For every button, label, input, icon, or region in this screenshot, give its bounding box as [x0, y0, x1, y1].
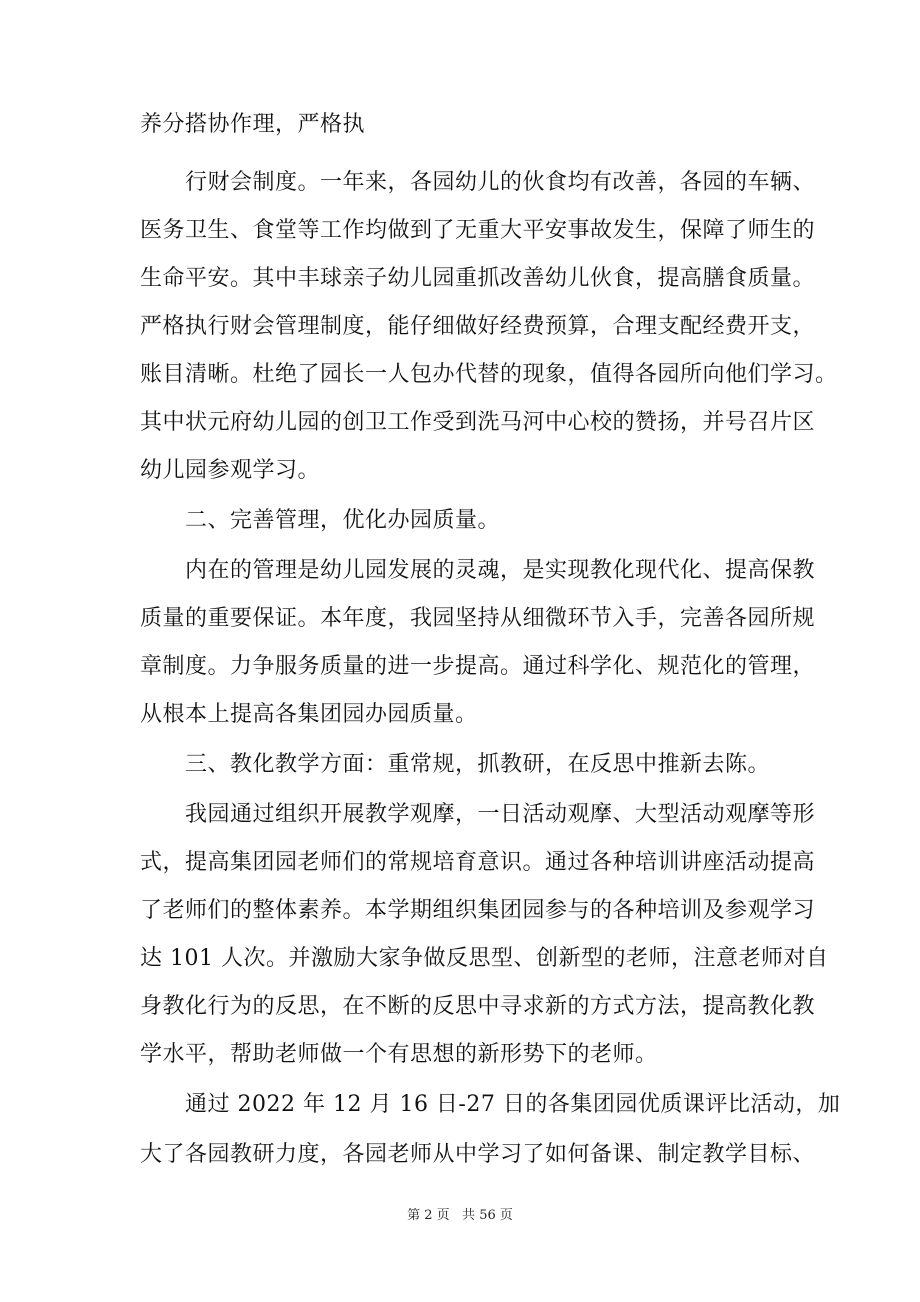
text-line: 了老师们的整体素养。本学期组织集团园参与的各种培训及参观学习: [140, 898, 816, 923]
text-line: 严格执行财会管理制度，能仔细做好经费预算，合理支配经费开支，: [140, 314, 816, 339]
text-line: 养分搭协作理，严格执: [140, 112, 366, 137]
text-line: 医务卫生、食堂等工作均做到了无重大平安事故发生，保障了师生的: [140, 218, 816, 243]
text-line: 章制度。力争服务质量的进一步提高。通过科学化、规范化的管理，: [140, 654, 816, 679]
text-line: 式，提高集团园老师们的常规培育意识。通过各种培训讲座活动提高: [140, 850, 816, 875]
text-line: 生命平安。其中丰球亲子幼儿园重抓改善幼儿伙食，提高膳食质量。: [140, 266, 816, 291]
text-line: 学水平，帮助老师做一个有思想的新形势下的老师。: [140, 1042, 658, 1067]
text-line: 其中状元府幼儿园的创卫工作受到洗马河中心校的赞扬，并号召片区: [140, 410, 816, 435]
section-heading: 三、教化教学方面：重常规，抓教研，在反思中推新去陈。: [140, 752, 771, 777]
section-heading: 二、完善管理，优化办园质量。: [140, 508, 501, 533]
text-line: 达 101 人次。并激励大家争做反思型、创新型的老师，注意老师对自: [140, 946, 829, 971]
page-number: 第 2 页 共 56 页: [407, 1208, 513, 1223]
text-line: 大了各园教研力度，各园老师从中学习了如何备课、制定教学目标、: [140, 1142, 816, 1167]
text-line: 我园通过组织开展教学观摩，一日活动观摩、大型活动观摩等形: [140, 802, 816, 827]
text-line: 质量的重要保证。本年度，我园坚持从细微环节入手，完善各园所规: [140, 606, 816, 631]
text-line: 行财会制度。一年来，各园幼儿的伙食均有改善，各园的车辆、: [140, 170, 816, 195]
text-line: 幼儿园参观学习。: [140, 458, 321, 483]
text-line: 通过 2022 年 12 月 16 日-27 日的各集团园优质课评比活动，加: [140, 1092, 841, 1117]
text-line: 从根本上提高各集团园办园质量。: [140, 702, 478, 727]
text-line: 身教化行为的反思，在不断的反思中寻求新的方式方法，提高教化教: [140, 994, 816, 1019]
text-line: 账目清晰。杜绝了园长一人包办代替的现象，值得各园所向他们学习。: [140, 362, 838, 387]
text-line: 内在的管理是幼儿园发展的灵魂，是实现教化现代化、提高保教: [140, 558, 816, 583]
